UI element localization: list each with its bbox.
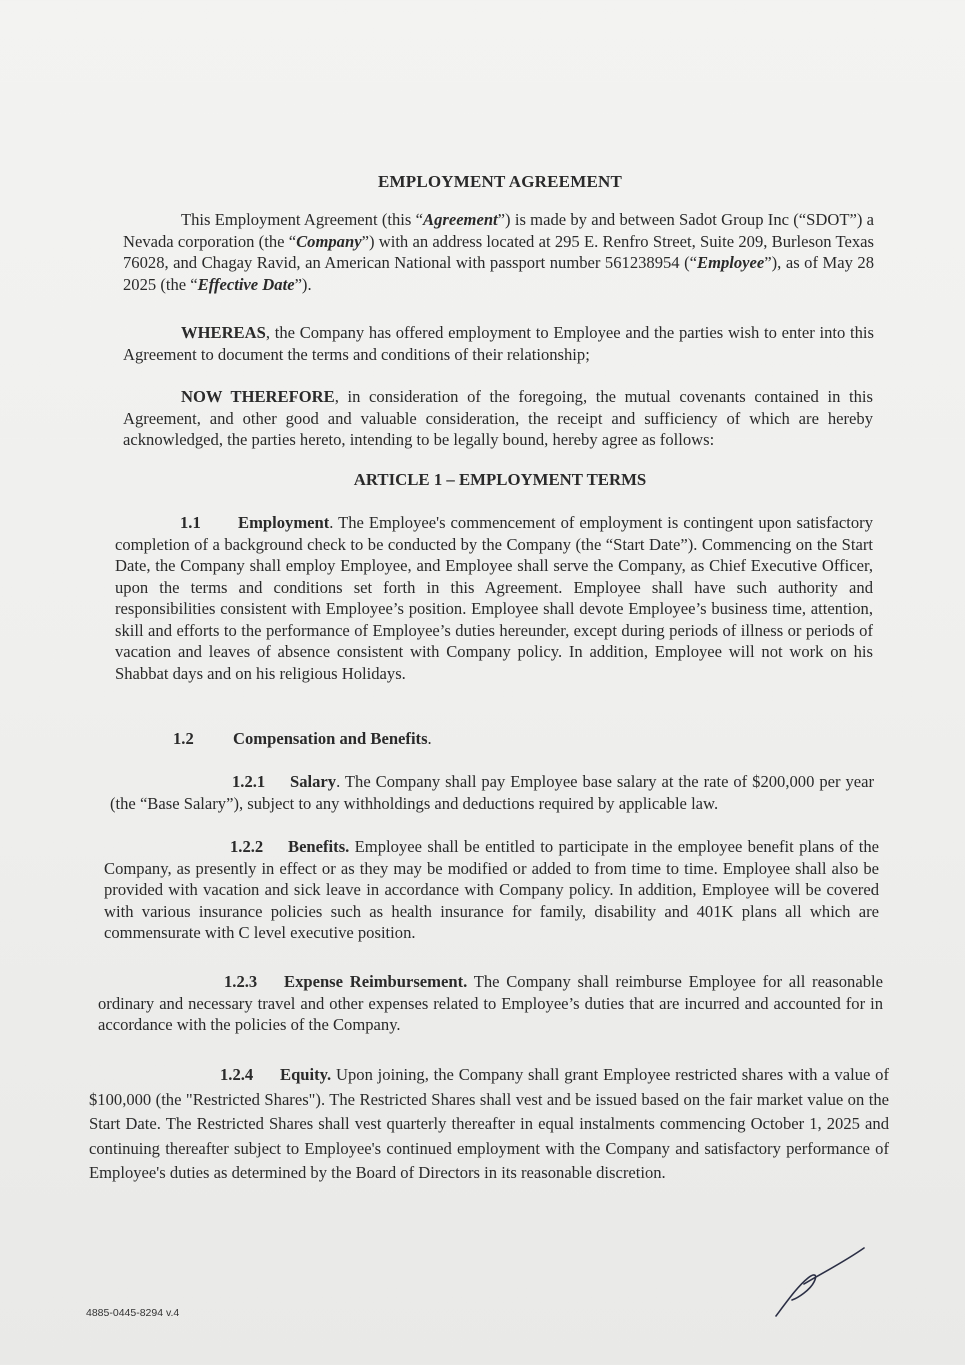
section-1-2-3: 1.2.3 Expense Reimbursement. The Company shall reimburse Employee for all reasonable ordinary and necessary travel and other expenses related to Employee’s duties that are incurred and accounted for in accordance with the policies of the Company. — [98, 972, 883, 1034]
section-1-2-2: 1.2.2 Benefits. Employee shall be entitled to participate in the employee benefit plans of the Company, as presently in effect or as they may be modified or added to from time to time. Employee shall also be provided with vacation and sick leave in accordance with Company policy. In addition, Employee will be covered with various insurance policies such as health insurance for family, disability and 401K plans all which are commensurate with C level executive position. — [104, 837, 879, 942]
section-1-1: 1.1 Employment. The Employee's commencement of employment is contingent upon satisfactory completion of a background check to be conducted by the Company (the “Start Date”). Commencing on the Start Date, the Company shall employ Employee, and Employee shall serve the Company, as Chief Executive Officer, upon the terms and conditions set forth in this Agreement. Employee shall have such authority and responsibilities consistent with Employee’s position. Employee shall devote Employee’s business time, attention, skill and efforts to the performance of Employee’s duties hereunder, except during periods of illness or periods of vacation and leaves of absence consistent with Company policy. In addition, Employee will not work on his Shabbat days and on his religious Holidays. — [115, 513, 873, 683]
section-1-2-1: 1.2.1 Salary. The Company shall pay Employee base salary at the rate of $200,000 per year (the “Base Salary”), subject to any withholdings and deductions required by applicable law. — [110, 772, 874, 813]
whereas-paragraph: WHEREAS, the Company has offered employment to Employee and the parties wish to enter into this Agreement to document the terms and conditions of their relationship; — [123, 323, 874, 364]
section-number: 1.1 — [180, 513, 201, 532]
initials-signature — [768, 1240, 878, 1330]
intro-paragraph: This Employment Agreement (this “Agreement”) is made by and between Sadot Group Inc (“SDOT”) a Nevada corporation (the “Company”) with an address located at 295 E. Renfro Street, Suite 209, Burleson Texas 76028, and Chagay Ravid, an American National with passport number 561238954 (“Employee”), as of May 28 2025 (the “Effective Date”). — [123, 210, 875, 294]
section-1-2-heading: 1.2 Compensation and Benefits. — [173, 729, 432, 748]
document-title: EMPLOYMENT AGREEMENT — [377, 172, 623, 191]
now-therefore-paragraph: NOW THEREFORE, in consideration of the foregoing, the mutual covenants contained in this Agreement, and other good and valuable consideration, the receipt and sufficiency of which are hereby acknowledged, the parties hereto, intending to be legally bound, hereby agree as follows: — [123, 387, 873, 449]
document-footer-id: 4885-0445-8294 v.4 — [86, 1307, 180, 1319]
section-1-2-4: 1.2.4 Equity. Upon joining, the Company shall grant Employee restricted shares with a value of $100,000 (the "Restricted Shares"). The Restricted Shares shall vest and be issued based on the fair market value on the Start Date. The Restricted Shares shall vest quarterly thereafter in equal instalments commencing October 1, 2025 and continuing thereafter subject to Employee's continued employment with the Company and satisfactory performance of Employee's duties as determined by the Board of Directors in its reasonable discretion. — [89, 1065, 889, 1182]
article-1-heading: ARTICLE 1 – EMPLOYMENT TERMS — [353, 470, 647, 489]
